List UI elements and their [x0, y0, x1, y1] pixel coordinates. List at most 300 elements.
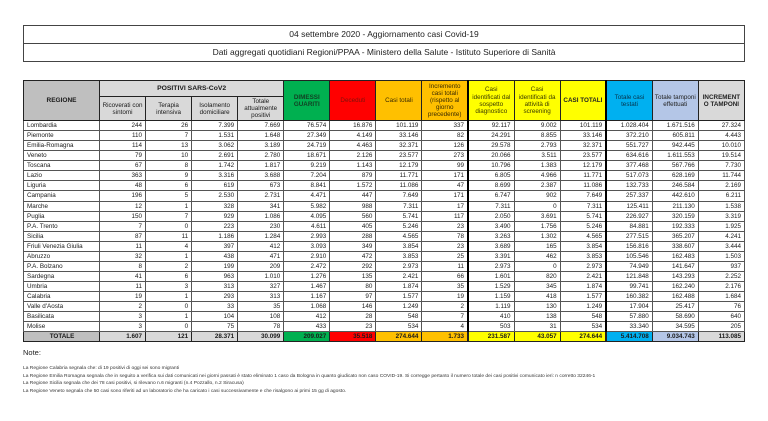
cell-value: 57.880: [606, 312, 652, 322]
cell-value: 114: [100, 141, 146, 151]
cell-value: 3.688: [238, 171, 284, 181]
cell-value: 23.577: [560, 151, 606, 161]
cell-value: 33.146: [560, 131, 606, 141]
region-name: P.A. Trento: [24, 221, 100, 231]
cell-value: 48: [100, 181, 146, 191]
cell-value: 32.371: [560, 141, 606, 151]
cell-value: 58.690: [652, 312, 698, 322]
cell-value: 2.387: [514, 181, 560, 191]
region-name: Calabria: [24, 291, 100, 301]
cell-value: 20.066: [468, 151, 514, 161]
notes-label: Note:: [23, 348, 41, 357]
cell-value: 313: [238, 291, 284, 301]
col-header-isolamento-domiciliare: Isolamento domiciliare: [192, 97, 238, 121]
cell-value: 1.601: [468, 271, 514, 281]
cell-value: 1.503: [698, 251, 744, 261]
cell-value: 628.169: [652, 171, 698, 181]
region-name: Veneto: [24, 151, 100, 161]
cell-value: 9.219: [284, 161, 330, 171]
note-veneto: La Regione Veneto segnala che 50 casi sono riferiti ad un laboratorio che ha caricato i casi successivamente e che risalgono ai primi 15 gg di agosto.: [23, 388, 347, 394]
cell-value: 517.073: [606, 171, 652, 181]
cell-value: 1.167: [284, 291, 330, 301]
region-name: Molise: [24, 322, 100, 332]
cell-value: 33.146: [376, 131, 422, 141]
table-row: [24, 301, 745, 311]
cell-value: 23: [422, 221, 468, 231]
cell-value: 7.311: [560, 201, 606, 211]
cell-value: 35: [422, 281, 468, 291]
cell-value: 11: [146, 231, 192, 241]
cell-value: 320.159: [652, 211, 698, 221]
cell-value: 0: [146, 301, 192, 311]
cell-value: 410: [468, 312, 514, 322]
cell-value: 87: [100, 231, 146, 241]
cell-value: 257.337: [606, 191, 652, 201]
cell-value: 292: [330, 261, 376, 271]
cell-value: 1.925: [698, 221, 744, 231]
table-row: [24, 171, 745, 181]
cell-value: 132.733: [606, 181, 652, 191]
cell-value: 226.927: [606, 211, 652, 221]
cell-value: 327: [238, 281, 284, 291]
cell-value: 567.766: [652, 161, 698, 171]
table-row: [24, 291, 745, 301]
table-row: [24, 181, 745, 191]
cell-value: 277.515: [606, 231, 652, 241]
cell-value: 17: [422, 201, 468, 211]
cell-value: 10: [146, 151, 192, 161]
cell-value: 84.881: [606, 221, 652, 231]
cell-value: 902: [514, 191, 560, 201]
cell-value: 3.511: [514, 151, 560, 161]
cell-value: 17.904: [606, 301, 652, 311]
cell-value: 126: [422, 141, 468, 151]
cell-value: 230: [238, 221, 284, 231]
cell-value: 146: [330, 301, 376, 311]
cell-value: 7: [146, 211, 192, 221]
cell-value: 209: [238, 261, 284, 271]
cell-value: 1.874: [376, 281, 422, 291]
table-row: [24, 141, 745, 151]
cell-value: 78: [422, 231, 468, 241]
cell-value: 13: [146, 141, 192, 151]
cell-value: 121.848: [606, 271, 652, 281]
cell-value: 640: [698, 312, 744, 322]
cell-value: 363: [100, 171, 146, 181]
cell-value: 4.471: [284, 191, 330, 201]
cell-value: 7.311: [468, 201, 514, 211]
cell-value: 2.993: [284, 231, 330, 241]
cell-value: 1: [146, 251, 192, 261]
cell-value: 1.529: [468, 281, 514, 291]
cell-value: 937: [698, 261, 744, 271]
cell-value: 3.444: [698, 241, 744, 251]
cell-value: 117: [422, 211, 468, 221]
cell-value: 548: [376, 312, 422, 322]
cell-value: 79: [100, 151, 146, 161]
cell-value: 1.086: [238, 211, 284, 221]
cell-value: 471: [238, 251, 284, 261]
cell-value: 76: [698, 301, 744, 311]
cell-value: 2.973: [468, 261, 514, 271]
cell-value: 3.854: [376, 241, 422, 251]
cell-value: 6.805: [468, 171, 514, 181]
cell-value: 108: [238, 312, 284, 322]
cell-value: 2.169: [698, 181, 744, 191]
cell-value: 4: [422, 322, 468, 332]
table-row: [24, 271, 745, 281]
cell-value: 0: [146, 221, 192, 231]
cell-value: 3.689: [468, 241, 514, 251]
table-header: [24, 81, 745, 121]
cell-value: 293: [192, 291, 238, 301]
cell-value: 3: [100, 322, 146, 332]
cell-value: 32: [100, 251, 146, 261]
col-header-regione: REGIONE: [24, 81, 100, 121]
cell-value: 192.333: [652, 221, 698, 231]
cell-value: 1.684: [698, 291, 744, 301]
cell-value: 2.793: [514, 141, 560, 151]
cell-value: 7: [422, 312, 468, 322]
note-emilia-romagna: La Regione Emilia Romagna segnala che in seguito a verifica sui dati comunicati nei giorni passati è stato eliminato 1 caso da Bologna in quanto giudicato non caso COVID-19. Si corregge pertanto il numero totale dei casi positivi comunicato ieri: n corretto 32246-1: [23, 373, 596, 379]
table-row: [24, 241, 745, 251]
cell-value: 246.584: [652, 181, 698, 191]
cell-value: 11: [100, 241, 146, 251]
cell-value: 12.179: [560, 161, 606, 171]
region-name: Lazio: [24, 171, 100, 181]
cell-value: 4.966: [514, 171, 560, 181]
cell-value: 23: [422, 241, 468, 251]
cell-value: 9.034.743: [652, 332, 698, 342]
table-row: [24, 131, 745, 141]
region-name: Abruzzo: [24, 251, 100, 261]
cell-value: 244: [100, 121, 146, 131]
cell-value: 31: [514, 322, 560, 332]
cell-value: 1.611.553: [652, 151, 698, 161]
cell-value: 130: [514, 301, 560, 311]
table-row: [24, 121, 745, 131]
cell-value: 1.119: [468, 301, 514, 311]
cell-value: 2.910: [284, 251, 330, 261]
region-name: Sicilia: [24, 231, 100, 241]
cell-value: 942.445: [652, 141, 698, 151]
cell-value: 4.463: [330, 141, 376, 151]
col-header-casi-screening: Casi identificati da attività di screening: [514, 81, 560, 121]
cell-value: 8.699: [468, 181, 514, 191]
cell-value: 162.488: [652, 291, 698, 301]
cell-value: 19: [422, 291, 468, 301]
cell-value: 171: [422, 191, 468, 201]
cell-value: 820: [514, 271, 560, 281]
cell-value: 605.811: [652, 131, 698, 141]
region-name: Lombardia: [24, 121, 100, 131]
cell-value: 345: [514, 281, 560, 291]
region-name: TOTALE: [24, 332, 100, 342]
cell-value: 2.780: [238, 151, 284, 161]
cell-value: 328: [192, 201, 238, 211]
cell-value: 1.648: [238, 131, 284, 141]
cell-value: 3.316: [192, 171, 238, 181]
cell-value: 3.093: [284, 241, 330, 251]
cell-value: 199: [192, 261, 238, 271]
cell-value: 1.143: [330, 161, 376, 171]
cell-value: 41: [100, 271, 146, 281]
cell-value: 8: [100, 261, 146, 271]
cell-value: 29.578: [468, 141, 514, 151]
cell-value: 231.587: [468, 332, 514, 342]
table-body: [24, 121, 745, 342]
cell-value: 82: [422, 131, 468, 141]
cell-value: 534: [376, 322, 422, 332]
cell-value: 337: [422, 121, 468, 131]
cell-value: 27.324: [698, 121, 744, 131]
cell-value: 121: [146, 332, 192, 342]
col-header-terapia-intensiva: Terapia intensiva: [146, 97, 192, 121]
covid-table-wrapper: [23, 80, 745, 342]
cell-value: 2.176: [698, 281, 744, 291]
col-header-deceduti: Deceduti: [330, 81, 376, 121]
cell-value: 5: [146, 191, 192, 201]
cell-value: 28.371: [192, 332, 238, 342]
col-header-totale-attualmente-positivi: Totale attualmente positivi: [238, 97, 284, 121]
cell-value: 365.207: [652, 231, 698, 241]
cell-value: 11.744: [698, 171, 744, 181]
cell-value: 1.186: [192, 231, 238, 241]
cell-value: 125.411: [606, 201, 652, 211]
cell-value: 1.577: [560, 291, 606, 301]
table-row: [24, 191, 745, 201]
cell-value: 288: [330, 231, 376, 241]
cell-value: 2.126: [330, 151, 376, 161]
cell-value: 141.647: [652, 261, 698, 271]
cell-value: 6.211: [698, 191, 744, 201]
cell-value: 412: [238, 241, 284, 251]
cell-value: 19.514: [698, 151, 744, 161]
table-row: [24, 151, 745, 161]
cell-value: 5.741: [560, 211, 606, 221]
cell-value: 2.731: [238, 191, 284, 201]
title-line-2: Dati aggregati quotidiani Regioni/PPAA - Ministero della Salute - Istituto Superiore di Sanità: [212, 47, 556, 57]
cell-value: 7: [146, 131, 192, 141]
cell-value: 462: [514, 251, 560, 261]
cell-value: 2.421: [560, 271, 606, 281]
cell-value: 1.756: [514, 221, 560, 231]
col-header-dimessi-guariti: DIMESSI GUARITI: [284, 81, 330, 121]
cell-value: 27.349: [284, 131, 330, 141]
cell-value: 43.057: [514, 332, 560, 342]
col-header-incremento-casi-totali: Incremento casi totali (rispetto al giorno precedente): [422, 81, 468, 121]
cell-value: 2: [100, 301, 146, 311]
cell-value: 101.119: [560, 121, 606, 131]
cell-value: 223: [192, 221, 238, 231]
cell-value: 349: [330, 241, 376, 251]
cell-value: 6.747: [468, 191, 514, 201]
title-line-1: 04 settembre 2020 - Aggiornamento casi Covid-19: [24, 26, 744, 44]
cell-value: 1.302: [514, 231, 560, 241]
cell-value: 138: [514, 312, 560, 322]
cell-value: 23.577: [376, 151, 422, 161]
cell-value: 104: [192, 312, 238, 322]
cell-value: 274.644: [560, 332, 606, 342]
cell-value: 35: [238, 301, 284, 311]
title-box: [23, 25, 745, 62]
cell-value: 879: [330, 171, 376, 181]
cell-value: 1.671.516: [652, 121, 698, 131]
cell-value: 1: [146, 201, 192, 211]
cell-value: 1.284: [238, 231, 284, 241]
covid-data-table: [23, 80, 745, 342]
cell-value: 418: [514, 291, 560, 301]
cell-value: 9: [146, 171, 192, 181]
table-row: [24, 221, 745, 231]
cell-value: 0: [514, 201, 560, 211]
cell-value: 165: [514, 241, 560, 251]
cell-value: 24.291: [468, 131, 514, 141]
region-name: Piemonte: [24, 131, 100, 141]
cell-value: 7.204: [284, 171, 330, 181]
table-row: [24, 211, 745, 221]
cell-value: 11.771: [560, 171, 606, 181]
cell-value: 171: [422, 171, 468, 181]
col-header-casi-totali: Casi totali: [376, 81, 422, 121]
cell-value: 0: [146, 322, 192, 332]
cell-value: 3.189: [238, 141, 284, 151]
cell-value: 196: [100, 191, 146, 201]
cell-value: 1: [146, 312, 192, 322]
cell-value: 11: [100, 281, 146, 291]
cell-value: 1.538: [698, 201, 744, 211]
cell-value: 4: [146, 241, 192, 251]
cell-value: 2.530: [192, 191, 238, 201]
cell-value: 1.467: [284, 281, 330, 291]
table-row: [24, 251, 745, 261]
cell-value: 433: [284, 322, 330, 332]
col-header-incremento-tamponi: INCREMENTO TAMPONI: [698, 81, 744, 121]
cell-value: 341: [238, 201, 284, 211]
region-name: Puglia: [24, 211, 100, 221]
region-name: Liguria: [24, 181, 100, 191]
cell-value: 1.817: [238, 161, 284, 171]
cell-value: 8.855: [514, 131, 560, 141]
cell-value: 211.130: [652, 201, 698, 211]
cell-value: 4.565: [560, 231, 606, 241]
cell-value: 3: [100, 312, 146, 322]
region-name: Valle d'Aosta: [24, 301, 100, 311]
cell-value: 4.565: [376, 231, 422, 241]
cell-value: 5.741: [376, 211, 422, 221]
region-name: Campania: [24, 191, 100, 201]
cell-value: 2.421: [376, 271, 422, 281]
cell-value: 338.607: [652, 241, 698, 251]
cell-value: 0: [514, 261, 560, 271]
cell-value: 1.276: [284, 271, 330, 281]
cell-value: 1.577: [376, 291, 422, 301]
cell-value: 1: [146, 291, 192, 301]
cell-value: 3: [146, 281, 192, 291]
cell-value: 3.263: [468, 231, 514, 241]
cell-value: 619: [192, 181, 238, 191]
cell-value: 7.311: [376, 201, 422, 211]
notes-section: [23, 348, 753, 395]
region-name: Marche: [24, 201, 100, 211]
cell-value: 3.490: [468, 221, 514, 231]
cell-value: 34.595: [652, 322, 698, 332]
cell-value: 24.719: [284, 141, 330, 151]
cell-value: 156.816: [606, 241, 652, 251]
cell-value: 5.246: [376, 221, 422, 231]
cell-value: 105.546: [606, 251, 652, 261]
cell-value: 80: [330, 281, 376, 291]
cell-value: 11.086: [376, 181, 422, 191]
cell-value: 162.483: [652, 251, 698, 261]
cell-value: 67: [100, 161, 146, 171]
cell-value: 4.241: [698, 231, 744, 241]
cell-value: 438: [192, 251, 238, 261]
note-calabria: La Regione Calabria segnala che: di 19 positivi di oggi sei sono migranti: [23, 366, 180, 371]
cell-value: 11.086: [560, 181, 606, 191]
note-sicilia: La Regione Sicilia segnala che dei 78 casi positivi, si rilevano n.6 migranti (n.4 Pozzallo, n.2 Siracusa): [23, 381, 244, 387]
cell-value: 405: [330, 221, 376, 231]
cell-value: 313: [192, 281, 238, 291]
cell-value: 35.518: [330, 332, 376, 342]
table-total-row: [24, 332, 745, 342]
table-row: [24, 322, 745, 332]
region-name: Sardegna: [24, 271, 100, 281]
cell-value: 66: [422, 271, 468, 281]
region-name: Toscana: [24, 161, 100, 171]
cell-value: 3.853: [376, 251, 422, 261]
col-header-totale-casi-testati: Totale casi testati: [606, 81, 652, 121]
cell-value: 113.085: [698, 332, 744, 342]
table-row: [24, 261, 745, 271]
table-row: [24, 201, 745, 211]
cell-value: 7.669: [238, 121, 284, 131]
cell-value: 5.982: [284, 201, 330, 211]
cell-value: 1.742: [192, 161, 238, 171]
cell-value: 25.417: [652, 301, 698, 311]
cell-value: 929: [192, 211, 238, 221]
cell-value: 32.371: [376, 141, 422, 151]
cell-value: 6: [146, 181, 192, 191]
cell-value: 33: [192, 301, 238, 311]
cell-value: 7.399: [192, 121, 238, 131]
cell-value: 1.733: [422, 332, 468, 342]
cell-value: 4.149: [330, 131, 376, 141]
cell-value: 963: [192, 271, 238, 281]
cell-value: 75: [192, 322, 238, 332]
cell-value: 99.741: [606, 281, 652, 291]
cell-value: 2.973: [376, 261, 422, 271]
cell-value: 5.246: [560, 221, 606, 231]
cell-value: 2: [146, 261, 192, 271]
cell-value: 1.249: [376, 301, 422, 311]
cell-value: 673: [238, 181, 284, 191]
cell-value: 99: [422, 161, 468, 171]
cell-value: 150: [100, 211, 146, 221]
cell-value: 4.611: [284, 221, 330, 231]
cell-value: 4.095: [284, 211, 330, 221]
table-row: [24, 231, 745, 241]
cell-value: 19: [100, 291, 146, 301]
table-row: [24, 281, 745, 291]
cell-value: 18.671: [284, 151, 330, 161]
cell-value: 3.062: [192, 141, 238, 151]
table-row: [24, 312, 745, 322]
cell-value: 28: [330, 312, 376, 322]
cell-value: 2.472: [284, 261, 330, 271]
cell-value: 12: [100, 201, 146, 211]
cell-value: 988: [330, 201, 376, 211]
